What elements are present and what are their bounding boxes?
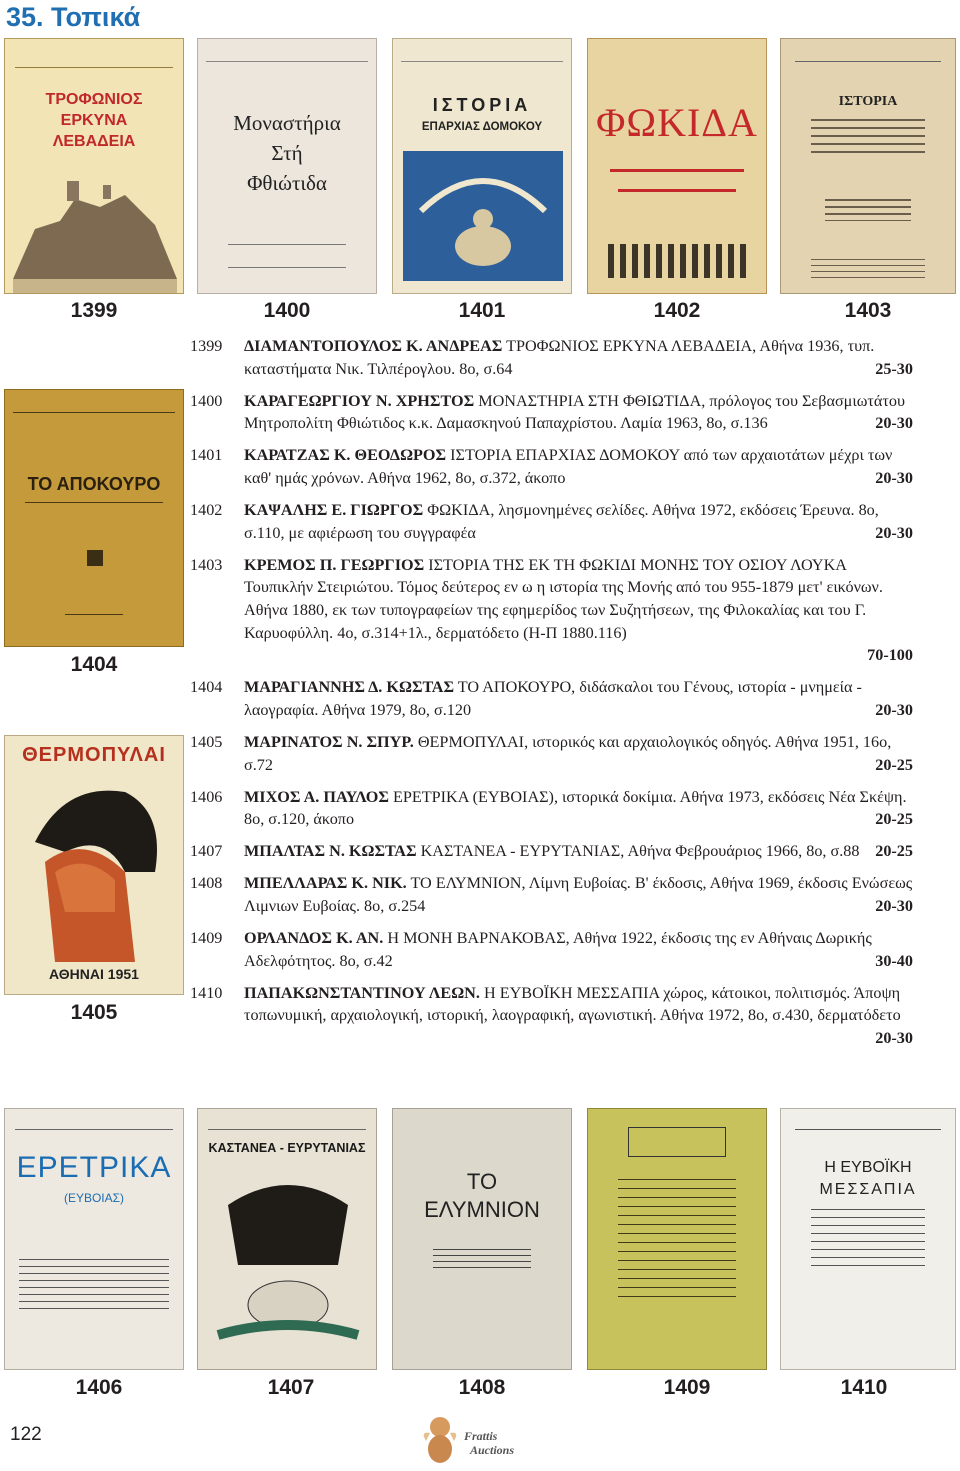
lot-price: 20-25: [875, 810, 913, 829]
lot-price: 20-30: [875, 700, 913, 719]
lot-number: 1401: [190, 446, 223, 465]
lot-entry: [190, 927, 913, 972]
cover-title: ΤΡΟΦΩΝΙΟΣ: [45, 91, 143, 108]
cover-title: ΑΘΗΝΑΙ 1951: [49, 966, 139, 982]
lot-author: ΜΑΡΙΝΑΤΟΣ Ν. ΣΠΥΡ.: [244, 732, 414, 751]
lot-entry: [190, 982, 913, 1047]
cover-1401: [392, 38, 572, 294]
lot-entry: [190, 554, 913, 667]
lot-label-1402: 1402: [653, 299, 701, 322]
lot-price: 25-30: [875, 359, 913, 378]
lot-number: 1410: [190, 983, 223, 1002]
cover-title: ΙΣΤΟΡΙΑ: [432, 95, 532, 115]
lot-entry: [190, 840, 913, 863]
cover-title: ΤΟ: [466, 1169, 498, 1194]
lot-author: ΠΑΠΑΚΩΝΣΤΑΝΤΙΝΟΥ ΛΕΩΝ.: [244, 983, 480, 1002]
cover-1405: [4, 735, 184, 995]
lot-label-1401: 1401: [458, 299, 506, 322]
lot-author: ΜΙΧΟΣ Α. ΠΑΥΛΟΣ: [244, 787, 389, 806]
lot-label-1408: 1408: [458, 1376, 506, 1399]
lot-entry: [190, 786, 913, 831]
lot-description: ΜΟΝΑΣΤΗΡΙΑ ΣΤΗ ΦΘΙΩΤΙΔΑ, πρόλογος του Σεβασμιωτάτου Μητροπολίτη Φθιώτιδος κ.κ. Δαμασκηνού Παπαχρίστου. Λαμία 1963, 8ο, σ.136: [244, 391, 905, 433]
lot-author: ΚΑΡΑΤΖΑΣ Κ. ΘΕΟΔΩΡΟΣ: [244, 446, 447, 465]
lot-author: ΜΠΑΛΤΑΣ Ν. ΚΩΣΤΑΣ: [244, 842, 417, 861]
lot-number: 1402: [190, 501, 223, 520]
lot-number: 1400: [190, 391, 223, 410]
lot-description: ΤΟ ΕΛΥΜΝΙΟΝ, Λίμνη Ευβοίας. Β' έκδοσις, Αθήνα 1969, έκδοσις Ενώσεως Λιμνιων Ευβοίας. 8ο, σ.254: [244, 874, 913, 915]
lot-price: 20-25: [875, 842, 913, 861]
lot-price: 20-30: [875, 523, 913, 542]
lot-entry: [190, 872, 913, 917]
lot-description: ΚΑΣΤΑΝΕΑ - ΕΥΡΥΤΑΝΙΑΣ, Αθήνα Φεβρουάριος 1966, 8ο, σ.88: [416, 842, 860, 861]
cover-1409: [587, 1108, 767, 1370]
lot-author: ΜΠΕΛΛΑΡΑΣ Κ. ΝΙΚ.: [244, 874, 407, 893]
figure-illustration: [403, 151, 563, 281]
cover-title: ΦΩΚΙΔΑ: [596, 100, 758, 145]
lot-price: 30-40: [875, 951, 913, 970]
logo-text: Frattis: [464, 1429, 498, 1443]
cover-1410: [780, 1108, 956, 1370]
lot-entry: [190, 335, 913, 380]
cover-1404: [4, 389, 184, 647]
lot-number: 1408: [190, 874, 223, 893]
lot-number: 1406: [190, 787, 223, 806]
lot-entry: [190, 444, 913, 489]
lot-label-1399: 1399: [70, 299, 118, 322]
cherub-icon: [420, 1413, 460, 1467]
lot-entry: [190, 731, 913, 776]
cover-1403: [780, 38, 956, 294]
lot-price: 20-30: [875, 468, 913, 487]
cover-1408: [392, 1108, 572, 1370]
lot-author: ΟΡΛΑΝΔΟΣ Κ. ΑΝ.: [244, 929, 384, 948]
castle-hill-illustration: [5, 159, 184, 294]
lot-description: ΙΣΤΟΡΙΑ ΤΗΣ ΕΚ ΤΗ ΦΩΚΙΔΙ ΜΟΝΗΣ ΤΟΥ ΟΣΙΟΥ ΛΟΥΚΑ Τουπικλήν Στειριώτου. Τόμος δεύτερος εν ω η ιστορία της Μονής από του 955-1879 μετ' εικόνων. Αθήνα 1880, εκ των τυπογραφείων της εφημερίδος των Συζητήσεων, της Φιλοκαλίας και του Γ. Καρυοφύλλη. 4ο, σ.314+1λ., δερματόδετο (Η-Π 1880.116): [244, 555, 883, 642]
cover-title: ΜΕΣΣΑΠΙΑ: [819, 1181, 917, 1198]
lot-author: ΚΡΕΜΟΣ Π. ΓΕΩΡΓΙΟΣ: [244, 555, 425, 574]
lot-author: ΚΑΡΑΓΕΩΡΓΙΟΥ Ν. ΧΡΗΣΤΟΣ: [244, 391, 475, 410]
logo-text: Auctions: [470, 1443, 515, 1457]
lot-list: [190, 335, 913, 1050]
lot-number: 1403: [190, 555, 223, 574]
lot-label-1406: 1406: [75, 1376, 123, 1399]
lot-entry: [190, 676, 913, 721]
lot-number: 1404: [190, 678, 223, 697]
cover-1400: [197, 38, 377, 294]
cover-title: Φθιώτιδα: [247, 171, 327, 195]
lot-description: Η ΕΥΒΟΪΚΗ ΜΕΣΣΑΠΙΑ χώρος, κάτοικοι, πολιτισμός. Άποψη τοπωνυμική, αρχαιολογική, ιστορική, λαογραφική, αγωνιστική. Αθήνα 1972, 8ο, σ.430, δερματόδετο: [244, 983, 901, 1025]
lot-price: 20-30: [875, 414, 913, 433]
cover-title: ΤΟ ΑΠΟΚΟΥΡΟ: [27, 474, 161, 494]
cover-1407: [197, 1108, 377, 1370]
lot-label-1400: 1400: [263, 299, 311, 322]
cover-title: ΘΕΡΜΟΠΥΛΑΙ: [22, 744, 166, 766]
cover-title: Στή: [271, 141, 303, 165]
lot-number: 1399: [190, 337, 223, 355]
lot-label-1409: 1409: [663, 1376, 711, 1399]
cover-1402: [587, 38, 767, 294]
cover-title: Μοναστήρια: [233, 111, 341, 135]
cover-title: (ΕΥΒΟΙΑΣ): [63, 1191, 125, 1205]
lot-label-1410: 1410: [840, 1376, 888, 1399]
lot-number: 1407: [190, 842, 223, 861]
lot-label-1404: 1404: [70, 653, 118, 676]
cover-title: ΕΡΕΤΡΙΚΑ: [16, 1151, 172, 1184]
lot-label-1407: 1407: [267, 1376, 315, 1399]
lot-label-1405: 1405: [70, 1001, 118, 1024]
lot-number: 1409: [190, 929, 223, 948]
cover-title: ΕΠΑΡΧΙΑΣ ΔΟΜΟΚΟΥ: [421, 121, 543, 133]
section-title: 35. Τοπικά: [6, 2, 141, 32]
lot-description: ΦΩΚΙΔΑ, λησμονημένες σελίδες. Αθήνα 1972, εκδόσεις Έρευνα. 8ο, σ.110, με αφιέρωση του συγγραφέα: [244, 501, 879, 542]
lot-price: 20-25: [875, 755, 913, 774]
lot-description: ΕΡΕΤΡΙΚΑ (ΕΥΒΟΙΑΣ), ιστορικά δοκίμια. Αθήνα 1973, εκδόσεις Νέα Σκέψη. 8ο, σ.120, άκοπο: [244, 787, 907, 829]
lot-description: ΙΣΤΟΡΙΑ ΕΠΑΡΧΙΑΣ ΔΟΜΟΚΟΥ από των αρχαιοτάτων μέχρι των καθ' ημάς χρόνων. Αθήνα 1962, 8ο, σ.372, άκοπο: [244, 446, 893, 487]
lot-price: 70-100: [867, 646, 913, 665]
lot-entry: [190, 390, 913, 435]
page-number: 122: [10, 1424, 42, 1445]
warrior-helmet-illustration: [5, 772, 184, 972]
cover-1406: [4, 1108, 184, 1370]
lot-description: Η ΜΟΝΗ ΒΑΡΝΑΚΟΒΑΣ, Αθήνα 1922, έκδοσις της εν Αθήναις Δωρικής Αδελφότητος. 8ο, σ.42: [244, 929, 872, 970]
frattis-auctions-logo: [420, 1411, 530, 1469]
lot-description: ΘΕΡΜΟΠΥΛΑΙ, ιστορικός και αρχαιολογικός οδηγός. Αθήνα 1951, 16ο, σ.72: [244, 732, 892, 774]
cover-title: Η ΕΥΒΟΪΚΗ: [824, 1159, 912, 1176]
lot-description: ΤΡΟΦΩΝΙΟΣ ΕΡΚΥΝΑ ΛΕΒΑΔΕΙΑ, Αθήνα 1936, τυπ. καταστήματα Νικ. Τιλπέρογλου. 8ο, σ.64: [244, 337, 875, 378]
lot-number: 1405: [190, 732, 223, 751]
cover-title: ΚΑΣΤΑΝΕΑ - ΕΥΡΥΤΑΝΙΑΣ: [208, 1141, 366, 1155]
cover-title: ΙΣΤΟΡΙΑ: [838, 94, 898, 109]
cover-title: ΕΛΥΜΝΙΟΝ: [424, 1197, 540, 1222]
cover-title: ΛΕΒΑΔΕΙΑ: [52, 133, 136, 150]
dancer-illustration: [208, 1165, 368, 1355]
lot-author: ΜΑΡΑΓΙΑΝΝΗΣ Δ. ΚΩΣΤΑΣ: [244, 678, 455, 697]
lot-label-1403: 1403: [844, 299, 892, 322]
cover-1399: [4, 38, 184, 294]
lot-price: 20-30: [875, 1028, 913, 1047]
cover-title: ΕΡΚΥΝΑ: [60, 112, 128, 129]
lot-description: ΤΟ ΑΠΟΚΟΥΡΟ, διδάσκαλοι του Γένους, ιστορία - μνημεία - λαογραφία. Αθήνα 1979, 8ο, σ.120: [244, 678, 862, 719]
lot-author: ΚΑΨΑΛΗΣ Ε. ΓΙΩΡΓΟΣ: [244, 501, 424, 520]
lot-price: 20-30: [875, 896, 913, 915]
lot-author: ΔΙΑΜΑΝΤΟΠΟΥΛΟΣ Κ. ΑΝΔΡΕΑΣ: [244, 337, 503, 355]
lot-entry: [190, 499, 913, 544]
